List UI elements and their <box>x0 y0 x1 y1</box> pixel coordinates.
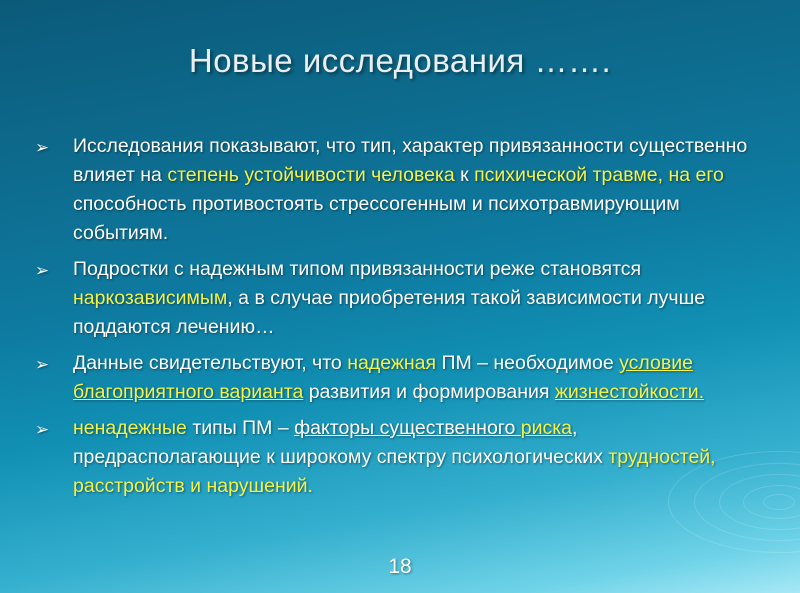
text-segment: , а в случае приобретения такой зависимости лучше поддаются лечению… <box>73 287 706 338</box>
bullet-item <box>30 132 770 248</box>
text-segment: степень устойчивости человека <box>167 164 455 186</box>
bullet-item <box>30 349 770 407</box>
slide-title: Новые исследования ……. <box>188 42 612 79</box>
bullet-item <box>30 255 770 342</box>
text-segment: Подростки с надежным типом привязанности реже становятся <box>73 258 642 280</box>
text-segment: надежная <box>347 352 437 374</box>
bullet-list <box>30 132 770 508</box>
page-number: 18 <box>388 555 412 578</box>
text-segment: ПМ – необходимое <box>436 352 620 374</box>
text-segment: психической травме, на его <box>474 164 724 186</box>
text-segment: Исследования показывают, что тип, характер привязанности существенно влияет на <box>73 135 748 186</box>
text-segment: способность противостоять стрессогенным и психотравмирующим событиям. <box>73 193 680 244</box>
text-segment: типы ПМ – <box>186 417 295 439</box>
text-segment: развития и формирования <box>303 381 555 403</box>
text-segment: ненадежные <box>73 417 187 439</box>
bullet-marker-icon: ➢ <box>35 420 50 439</box>
text-segment: жизнестойкости. <box>554 381 705 403</box>
bullet-marker-icon: ➢ <box>35 138 50 157</box>
bullet-text <box>73 349 770 407</box>
bullet-text <box>73 255 770 342</box>
bullet-text <box>73 414 770 501</box>
bullet-text <box>73 132 770 248</box>
bullet-item <box>30 414 770 501</box>
text-segment: условие благоприятного варианта <box>73 352 693 403</box>
text-segment: к <box>454 164 475 186</box>
text-segment: наркозависимым <box>73 287 228 309</box>
bullet-marker-icon: ➢ <box>35 355 50 374</box>
text-segment: , предрасполагающие к широкому спектру психологических <box>73 417 609 468</box>
text-segment: риска <box>520 417 573 439</box>
bullet-marker-icon: ➢ <box>35 261 50 280</box>
text-segment: Данные свидетельствуют, что <box>73 352 348 374</box>
text-segment: факторы существенного <box>294 417 521 439</box>
text-segment: трудностей, расстройств и нарушений. <box>73 446 716 497</box>
